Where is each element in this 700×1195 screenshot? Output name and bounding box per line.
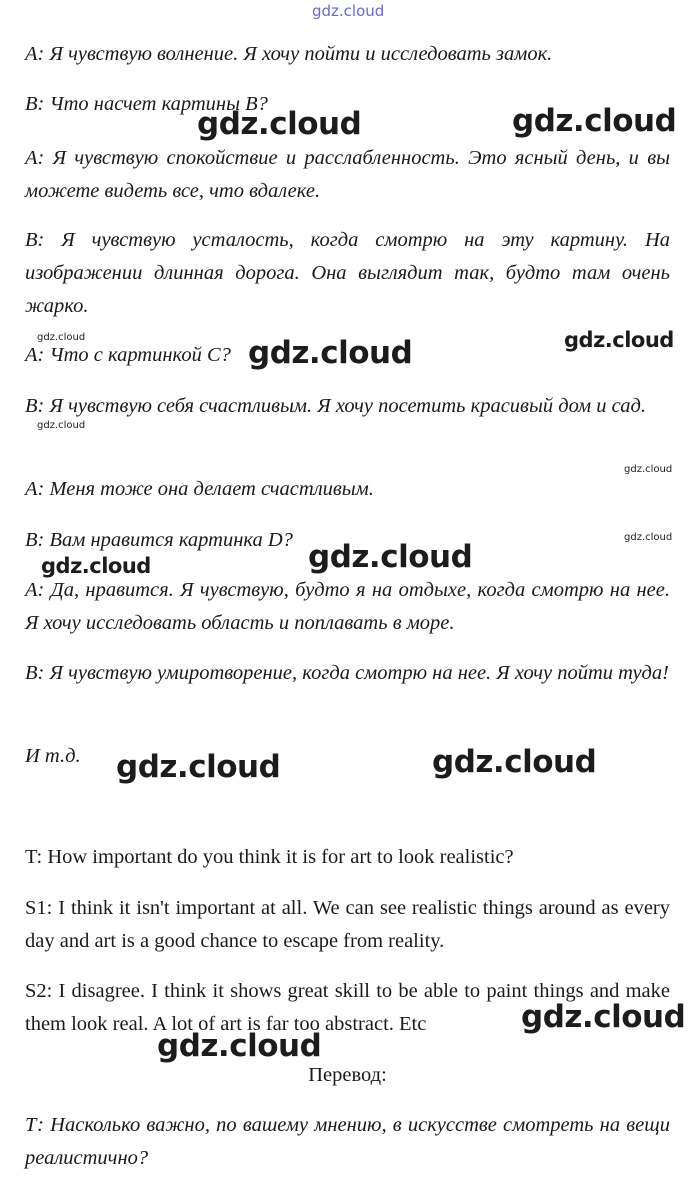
- watermark: gdz.cloud: [432, 744, 597, 780]
- dialogue-line-7: А: Меня тоже она делает счастливым.: [25, 478, 374, 500]
- watermark: gdz.cloud: [512, 103, 677, 139]
- translation-heading: Перевод:: [308, 1064, 387, 1086]
- watermark: gdz.cloud: [308, 539, 473, 575]
- header-watermark: gdz.cloud: [312, 2, 385, 20]
- english-line-s1: S1: I think it isn't important at all. We can see realistic things around as every day and art is a good chance to escape from reality.: [25, 897, 670, 952]
- watermark-small: gdz.cloud: [624, 464, 673, 475]
- watermark: gdz.cloud: [248, 335, 413, 371]
- translation-line-t: Т: Насколько важно, по вашему мнению, в искусстве смотреть на вещи реалистично?: [25, 1114, 670, 1169]
- dialogue-line-4: В: Я чувствую усталость, когда смотрю на эту картину. На изображении длинная дорога. Она выглядит так, будто там очень жарко.: [25, 229, 670, 317]
- dialogue-line-1: A: Я чувствую волнение. Я хочу пойти и исследовать замок.: [25, 43, 553, 65]
- watermark-small: gdz.cloud: [37, 332, 86, 343]
- watermark: gdz.cloud: [116, 749, 281, 785]
- english-line-s2: S2: I disagree. I think it shows great skill to be able to paint things and make them look real. A lot of art is far too abstract. Etc: [25, 980, 670, 1035]
- dialogue-line-10: В: Я чувствую умиротворение, когда смотрю на нее. Я хочу пойти туда!: [25, 662, 669, 684]
- watermark: gdz.cloud: [197, 106, 362, 142]
- dialogue-line-5: А: Что с картинкой С?: [25, 344, 231, 366]
- dialogue-line-etc: И т.д.: [25, 745, 81, 767]
- watermark-small: gdz.cloud: [624, 532, 673, 543]
- dialogue-line-8: В: Вам нравится картинка D?: [25, 529, 293, 551]
- watermark-small: gdz.cloud: [37, 420, 86, 431]
- english-line-t: T: How important do you think it is for art to look realistic?: [25, 846, 514, 868]
- watermark: gdz.cloud: [564, 328, 674, 352]
- watermark: gdz.cloud: [521, 999, 686, 1035]
- dialogue-line-9: А: Да, нравится. Я чувствую, будто я на отдыхе, когда смотрю на нее. Я хочу исследовать область и поплавать в море.: [25, 579, 670, 634]
- dialogue-line-3: А: Я чувствую спокойствие и расслабленность. Это ясный день, и вы можете видеть все, что вдалеке.: [25, 147, 670, 202]
- watermark: gdz.cloud: [157, 1028, 322, 1064]
- dialogue-line-2: В: Что насчет картины В?: [25, 93, 268, 115]
- dialogue-line-6: В: Я чувствую себя счастливым. Я хочу посетить красивый дом и сад.: [25, 395, 646, 417]
- watermark: gdz.cloud: [41, 554, 151, 578]
